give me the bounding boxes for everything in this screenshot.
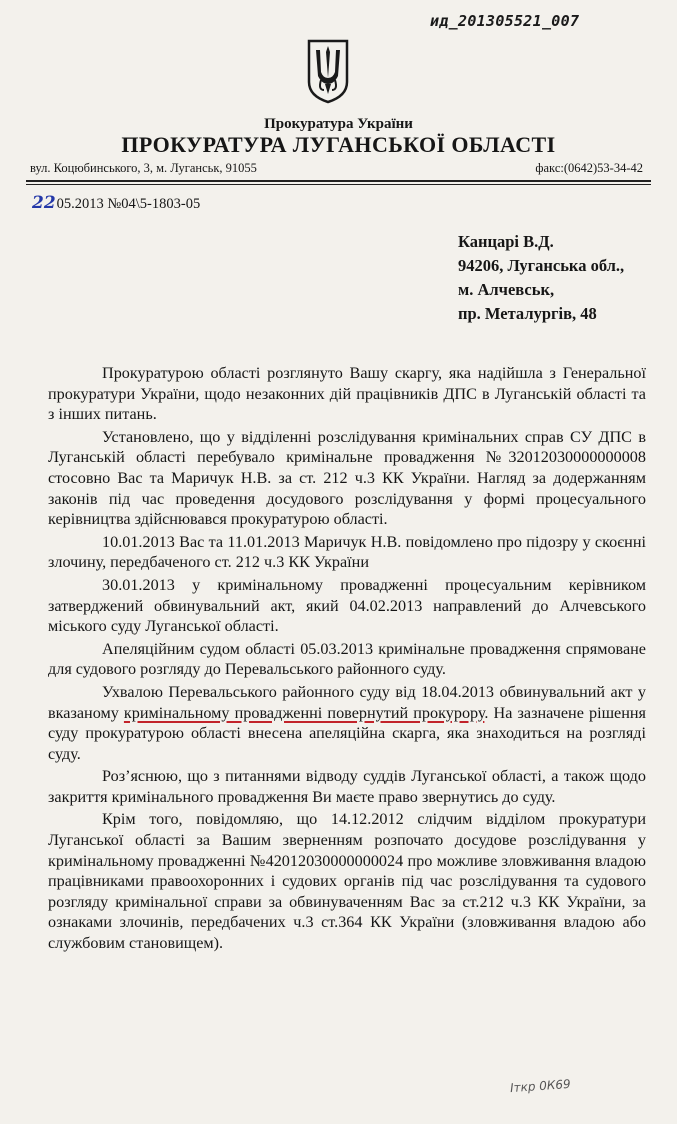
- header-rule-thin: [26, 184, 651, 185]
- paragraph: Роз’яснюю, що з питаннями відводу суддів Луганської області, а також щодо закриття кримінального провадження Ви маєте право звернутись до суду.: [48, 767, 646, 806]
- organization-address: вул. Коцюбинського, 3, м. Луганськ, 91055: [30, 161, 257, 175]
- recipient-name: Канцарі В.Д.: [458, 232, 554, 251]
- letter-body: [48, 363, 646, 956]
- recipient-address-line: пр. Металургів, 48: [458, 304, 597, 323]
- outgoing-reference: [32, 193, 200, 213]
- recipient-address-line: м. Алчевськ,: [458, 280, 555, 299]
- paragraph: Апеляційним судом області 05.03.2013 кримінальне провадження спрямоване для судового розгляду до Перевальського районного суду.: [48, 639, 646, 679]
- paragraph-text: . На зазначене рішення суду прокуратурою області внесена апеляційна скарга, яка знаходиться на розгляді суду.: [48, 703, 646, 763]
- organization-fax: факс:(0642)53-34-42: [535, 161, 643, 175]
- paragraph: Крім того, повідомляю, що 14.12.2012 слідчим відділом прокуратури Луганської області за Вашим зверненням розпочато досудове розслідування у кримінальному провадженні №42012030000000024 про можливе зловживання владою працівниками правоохоронних і судових органів під час розслідування та судового розгляду кримінальної справи за обвинуваченням Вас за ст.212 ч.3 КК України, за ознаками злочинів, передбачених ч.3 ст.364 КК України (зловживання владою або службовим становищем).: [48, 810, 646, 953]
- paragraph: Установлено, що у відділенні розслідування кримінальних справ СУ ДПС в Луганській області перебувало кримінальне провадження №32012030000000008 стосовно Вас та Маричук Н.В. за ст. 212 ч.3 КК України. Нагляд за додержанням законів під час проведення досудового розслідування у формі процесуального керівництва здійснювався прокуратурою області.: [48, 427, 646, 529]
- header-rule-thick: [26, 180, 651, 182]
- paragraph: 10.01.2013 Вас та 11.01.2013 Маричук Н.В. повідомлено про підозру у скоєнні злочину, передбаченого ст. 212 ч.3 КК України: [48, 532, 646, 572]
- paragraph-text: Ухвалою Перевальського районного суду від 18.04.2013 обвинувальний акт у вказаному: [48, 682, 646, 722]
- trident-coat-of-arms-icon: [306, 38, 350, 104]
- paragraph: Прокуратурою області розглянуто Вашу скаргу, яка надійшла з Генеральної прокуратури України, щодо незаконних дій працівників ДПС в Луганській області та з інших питань.: [48, 364, 646, 424]
- handwritten-day: 22: [32, 193, 56, 213]
- recipient-block: [458, 230, 624, 326]
- paragraph: 30.01.2013 у кримінальному провадженні процесуальним керівником затверджений обвинувальний акт, який 04.02.2013 направлений до Алчевського міського суду Луганської області.: [48, 575, 646, 636]
- parent-organization: Прокуратура України: [264, 116, 413, 132]
- red-underlined-text: кримінальному провадженні повернутий прокурору: [123, 703, 485, 722]
- handwritten-note: Іткр 0К69: [509, 1076, 572, 1096]
- reference-number: 05.2013 №04\5-1803-05: [56, 196, 201, 212]
- organization-title: ПРОКУРАТУРА ЛУГАНСЬКОЇ ОБЛАСТІ: [121, 132, 556, 157]
- document-id: ид_201305521_007: [430, 12, 580, 30]
- recipient-address-line: 94206, Луганська обл.,: [458, 256, 625, 275]
- paragraph: [48, 682, 646, 764]
